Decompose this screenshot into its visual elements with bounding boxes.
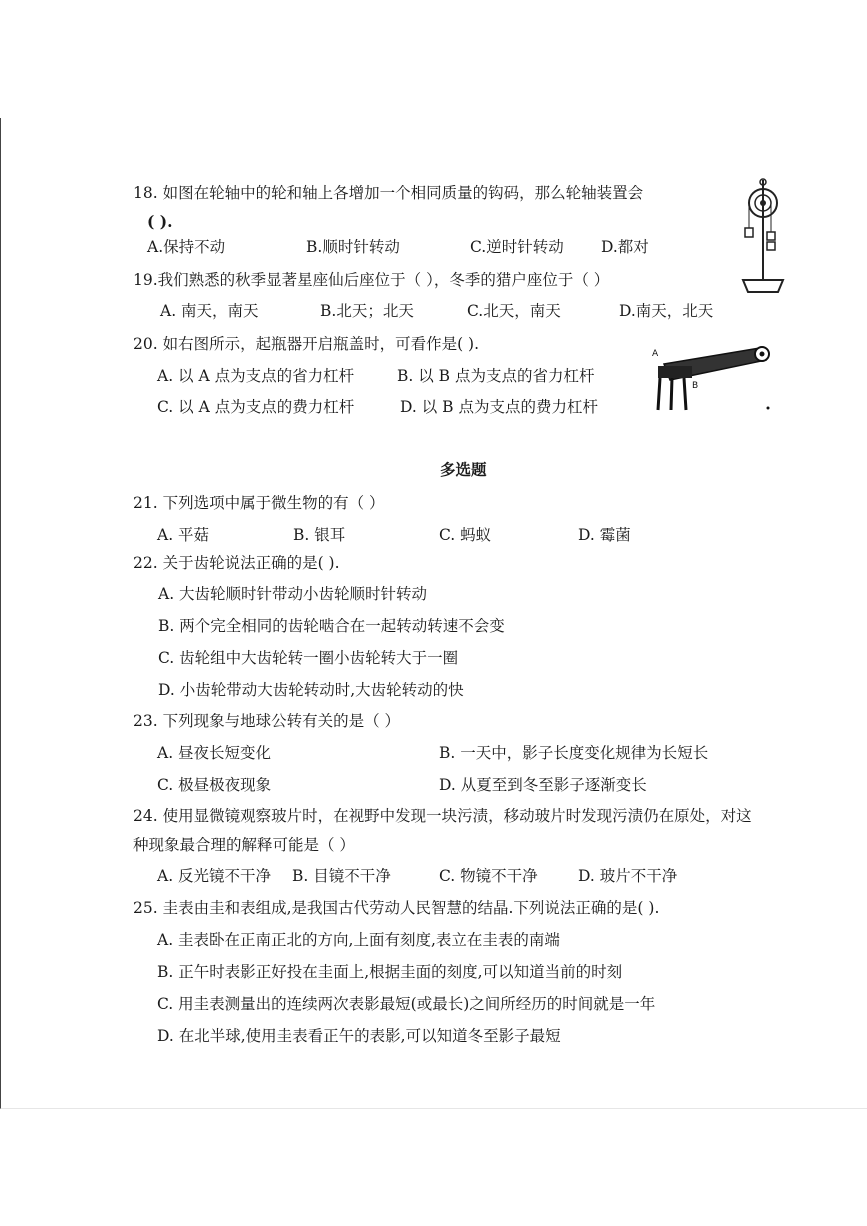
- question-18-option-b: B.顺时针转动: [306, 238, 400, 256]
- question-24-option-b: B. 目镜不干净: [292, 867, 391, 885]
- wheel-axle-illustration: [738, 176, 788, 298]
- bottle-opener-illustration: [650, 342, 780, 418]
- question-22-stem: 22. 关于齿轮说法正确的是( ).: [133, 554, 340, 572]
- question-20-option-c: C. 以 A 点为支点的费力杠杆: [157, 398, 355, 416]
- question-23-option-d: D. 从夏至到冬至影子逐渐变长: [439, 776, 647, 794]
- question-23-option-b: B. 一天中，影子长度变化规律为长短长: [439, 744, 709, 762]
- question-24-option-a: A. 反光镜不干净: [157, 867, 272, 885]
- question-23-stem: 23. 下列现象与地球公转有关的是（ ）: [133, 712, 401, 730]
- question-24-option-d: D. 玻片不干净: [578, 867, 678, 885]
- question-20-option-a: A. 以 A 点为支点的省力杠杆: [157, 367, 355, 385]
- question-20-stem: 20. 如右图所示，起瓶器开启瓶盖时，可看作是( ).: [133, 335, 480, 353]
- exam-page: [0, 118, 867, 1109]
- question-22-option-c: C. 齿轮组中大齿轮转一圈小齿轮转大于一圈: [158, 649, 459, 667]
- question-21-option-d: D. 霉菌: [578, 526, 631, 544]
- question-23-option-c: C. 极昼极夜现象: [157, 776, 272, 794]
- question-21-option-a: A. 平菇: [157, 526, 210, 544]
- question-25-stem: 25. 圭表由圭和表组成,是我国古代劳动人民智慧的结晶.下列说法正确的是( ).: [133, 899, 660, 917]
- question-19-stem: 19.我们熟悉的秋季显著星座仙后座位于（ ），冬季的猎户座位于（ ）: [133, 271, 610, 289]
- question-18-stem-cont: ( ).: [147, 212, 173, 231]
- question-20-option-d: D. 以 B 点为支点的费力杠杆: [400, 398, 598, 416]
- question-21-stem: 21. 下列选项中属于微生物的有（ ）: [133, 494, 385, 512]
- question-18-option-a: A.保持不动: [147, 238, 226, 256]
- question-25-option-d: D. 在北半球,使用圭表看正午的表影,可以知道冬至影子最短: [157, 1027, 561, 1045]
- question-18-option-d: D.都对: [601, 238, 649, 256]
- fulcrum-label-a: A: [652, 349, 659, 359]
- question-25-option-a: A. 圭表卧在正南正北的方向,上面有刻度,表立在圭表的南端: [157, 931, 560, 949]
- question-21-option-b: B. 银耳: [293, 526, 346, 544]
- question-21-option-c: C. 蚂蚁: [439, 526, 492, 544]
- question-23-option-a: A. 昼夜长短变化: [157, 744, 272, 762]
- question-18-option-c: C.逆时针转动: [470, 238, 564, 256]
- question-24-stem-cont: 种现象最合理的解释可能是（ ）: [133, 836, 355, 854]
- question-25-option-c: C. 用圭表测量出的连续两次表影最短(或最长)之间所经历的时间就是一年: [157, 995, 656, 1013]
- question-25-option-b: B. 正午时表影正好投在圭面上,根据圭面的刻度,可以知道当前的时刻: [157, 963, 623, 981]
- question-22-option-a: A. 大齿轮顺时针带动小齿轮顺时针转动: [158, 585, 428, 603]
- question-18-stem: 18. 如图在轮轴中的轮和轴上各增加一个相同质量的钩码，那么轮轴装置会: [133, 184, 644, 202]
- question-24-stem: 24. 使用显微镜观察玻片时，在视野中发现一块污渍，移动玻片时发现污渍仍在原处，对这: [133, 807, 752, 825]
- question-19-option-a: A. 南天，南天: [160, 302, 259, 320]
- question-19-option-c: C.北天，南天: [467, 302, 561, 320]
- question-22-option-b: B. 两个完全相同的齿轮啮合在一起转动转速不会变: [158, 617, 505, 635]
- question-19-option-d: D.南天，北天: [619, 302, 714, 320]
- section-title: 多选题: [440, 460, 487, 479]
- question-24-option-c: C. 物镜不干净: [439, 867, 538, 885]
- question-22-option-d: D. 小齿轮带动大齿轮转动时,大齿轮转动的快: [158, 681, 464, 699]
- question-20-option-b: B. 以 B 点为支点的省力杠杆: [397, 367, 595, 385]
- fulcrum-label-b: B: [692, 381, 699, 391]
- question-19-option-b: B.北天；北天: [320, 302, 414, 320]
